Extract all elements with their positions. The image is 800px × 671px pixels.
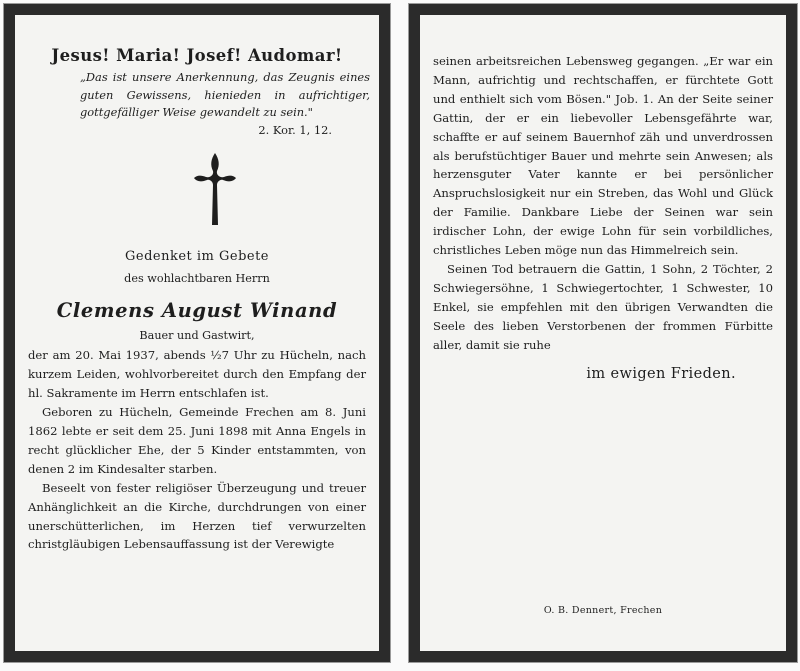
death-paragraph: der am 20. Mai 1937, abends ½7 Uhr zu Hücheln, nach kurzem Leiden, wohlvorbereitet durch den Empfang der hl. Sakramente im Herrn entschlafen ist. xyxy=(28,348,366,401)
right-page xyxy=(409,4,797,662)
invocation-header: Jesus! Maria! Josef! Audomar! xyxy=(51,46,343,65)
honorific-line: des wohlachtbaren Herrn xyxy=(124,272,270,286)
motto-text: „Das ist unsere Anerkennung, das Zeugnis eines guten Gewissens, hienieden in aufrichtiger, gottgefälliger Weise gewandelt zu sein." xyxy=(80,70,370,120)
left-page xyxy=(4,4,390,662)
printer-imprint: O. B. Dennert, Frechen xyxy=(543,605,663,617)
birth-marriage-paragraph: Geboren zu Hücheln, Gemeinde Frechen am 8. Juni 1862 lebte er seit dem 25. Juni 1898 mit Anna Engels in recht glücklicher Ehe, der 5 Kinder entstammten, von denen 2 im Kindesalter starben. xyxy=(28,405,366,476)
biography-left xyxy=(28,346,366,554)
life-paragraph: seinen arbeitsreichen Lebensweg gegangen. „Er war ein Mann, aufrichtig und rechtschaffen, er fürchtete Gott und enthielt sich vom Bösen." Job. 1. An der Seite seiner Gattin, der er ein liebevoller Lebensgefährte war, schaffte er auf seinem Bauernhof zäh und unverdrossen als berufstüchtiger Bauer und mehrte sein Anwesen; als herzensguter Vater kannte er bei persönlicher Anspruchslosigkeit nur ein Streben, das Wohl und Glück der Familie. Dankbare Liebe der Seinen war sein irdischer Lohn, der ewige Lohn für sein vorbildliches, christliches Leben möge nun das Himmelreich sein. xyxy=(433,54,773,258)
biography-right xyxy=(433,52,773,355)
cross-icon xyxy=(193,151,237,227)
deceased-name: Clemens August Winand xyxy=(56,299,338,323)
scripture-motto xyxy=(80,69,370,122)
motto-source: 2. Kor. 1, 12. xyxy=(258,122,332,137)
closing-line: im ewigen Frieden. xyxy=(586,365,736,382)
occupation: Bauer und Gastwirt, xyxy=(139,329,255,343)
faith-paragraph: Beseelt von fester religiöser Überzeugung und treuer Anhänglichkeit an die Kirche, durchdrungen von einer unerschütterlichen, im Herzen tief verwurzelten christgläubigen Lebensauffassung ist der Verewigte xyxy=(28,480,366,552)
prayer-heading: Gedenket im Gebete xyxy=(124,249,270,265)
mourners-paragraph: Seinen Tod betrauern die Gattin, 1 Sohn, 2 Töchter, 2 Schwiegersöhne, 1 Schwiegertochter, 1 Schwester, 10 Enkel, sie empfehlen mit den übrigen Verwandten die Seele des lieben Verstorbenen der frommen Fürbitte aller, damit sie ruhe xyxy=(433,261,773,352)
